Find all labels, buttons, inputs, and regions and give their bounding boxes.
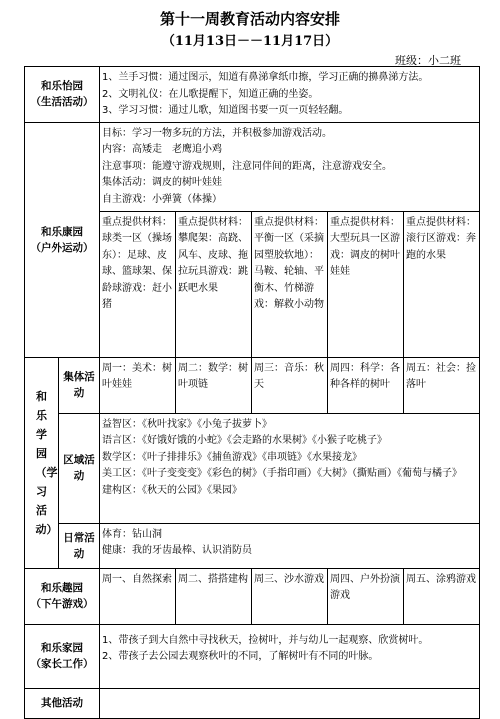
study-areas: [100, 413, 480, 523]
life-label-sub: （生活活动）: [30, 96, 94, 109]
afternoon-day: 周五、涂鸦游戏: [404, 568, 480, 624]
study-daily-item: 健康：我的牙齿最棒、认识消防员: [102, 545, 252, 556]
study-area-item: 建构区：《秋天的公园》《果园》: [102, 484, 242, 496]
life-label-main: 和乐怡园: [41, 80, 83, 93]
outdoor-content: 内容：高矮走 老鹰追小鸡: [102, 144, 222, 155]
study-area-item: 数学区：《叶子排排乐》《捕鱼游戏》《串项链》《水果接龙》: [102, 451, 362, 463]
study-label-text: 和乐学园（学习活动）: [35, 389, 58, 536]
outdoor-material-col: 重点提供材料：大型玩具一区游戏：调皮的树叶娃娃: [328, 211, 404, 357]
family-label-main: 和乐家园: [41, 642, 83, 654]
row-afternoon: [25, 568, 480, 624]
outdoor-label: [25, 122, 100, 357]
study-area-item: 美工区：《叶子变变变》《彩色的树》（手指印画）《大树》（撕贴画）《葡萄与橘子》: [102, 468, 462, 479]
study-day: 周二：数学：树叶项链: [176, 357, 252, 413]
study-daily-item: 体育：钻山洞: [102, 528, 162, 540]
other-content: [100, 688, 480, 718]
family-label-sub: （家长工作）: [30, 658, 94, 670]
outdoor-material-col: 重点提供材料：攀爬架：高跷、风车、皮球、拖拉玩具游戏：跳跃吧水果: [176, 211, 252, 357]
family-items: [100, 624, 480, 688]
row-family: [25, 624, 480, 688]
row-life: [25, 67, 480, 123]
date-range: （11月13日－－11月17日）: [161, 34, 339, 49]
outdoor-group: 集体活动：调皮的树叶娃娃: [102, 177, 222, 188]
outdoor-material-col: 重点提供材料：平衡一区（采摘园塑胶软地）：马鞍、轮轴、平衡木、竹梯游戏：解救小动物: [252, 211, 328, 357]
afternoon-label-sub: （下午游戏）: [30, 598, 94, 610]
row-outdoor-top: [25, 122, 480, 211]
study-daily: [100, 523, 480, 568]
study-day: 周一：美术：树叶娃娃: [100, 357, 176, 413]
study-day: 周四：科学：各种各样的树叶: [328, 357, 404, 413]
row-other: [25, 688, 480, 718]
afternoon-day: 周一、自然探索: [100, 568, 176, 624]
afternoon-label-main: 和乐趣园: [41, 582, 83, 594]
schedule-table-frame: [24, 66, 479, 709]
study-daily-label: 日常活动: [59, 523, 100, 568]
study-area-item: 益智区：《秋叶找家》《小兔子拔萝卜》: [102, 418, 272, 430]
afternoon-day: 周三、沙水游戏: [252, 568, 328, 624]
study-label: [25, 357, 59, 568]
study-area-label: 区域活动: [59, 413, 100, 523]
study-day: 周三：音乐：秋天: [252, 357, 328, 413]
afternoon-day: 周四、户外扮演游戏: [328, 568, 404, 624]
study-group-label: 集体活动: [59, 357, 100, 413]
life-item: 2、文明礼仪：在儿歌提醒下，知道正确的坐姿。: [102, 88, 319, 100]
row-study-group: [25, 357, 480, 413]
afternoon-day: 周二、搭搭建构: [176, 568, 252, 624]
family-item: 2、带孩子去公园去观察秋叶的不同，了解树叶有不同的叶脉。: [102, 651, 379, 662]
row-study-daily: [25, 523, 480, 568]
outdoor-label-sub: （户外运动）: [30, 241, 94, 254]
outdoor-plan: [100, 122, 480, 211]
life-items: [100, 67, 480, 123]
outdoor-notes: 注意事项：能遵守游戏规则，注意同伴间的距离，注意游戏安全。: [102, 160, 392, 172]
life-label: [25, 67, 100, 123]
family-item: 1、带孩子到大自然中寻找秋天，捡树叶，并与幼儿一起观察、欣赏树叶。: [102, 634, 429, 646]
afternoon-label: [25, 568, 100, 624]
family-label: [25, 624, 100, 688]
study-area-item: 语言区：《好饿好饿的小蛇》《会走路的水果树》《小猴子吃桃子》: [102, 435, 387, 446]
schedule-table: [24, 66, 480, 719]
study-day: 周五：社会：捡落叶: [404, 357, 480, 413]
class-label: 班级：小二班: [395, 54, 461, 67]
outdoor-material-col: 重点提供材料：球类一区（操场东）：足球、皮球、篮球架、保龄球游戏：赶小猪: [100, 211, 176, 357]
page-title: 第十一周教育活动内容安排: [159, 10, 340, 28]
other-label: 其他活动: [25, 688, 100, 718]
outdoor-goal: 目标：学习一物多玩的方法，并积极参加游戏活动。: [102, 127, 332, 139]
outdoor-label-main: 和乐康园: [41, 225, 83, 238]
life-item: 3、学习习惯：通过儿歌，知道图书要一页一页轻轻翻。: [102, 105, 349, 116]
row-study-area: [25, 413, 480, 523]
outdoor-free: 自主游戏：小弹簧（体操）: [102, 193, 222, 205]
life-item: 1、兰手习惯：通过图示，知道有鼻涕拿纸巾擦，学习正确的擤鼻涕方法。: [102, 72, 429, 83]
outdoor-material-col: 重点提供材料：滚行区游戏：奔跑的水果: [404, 211, 480, 357]
